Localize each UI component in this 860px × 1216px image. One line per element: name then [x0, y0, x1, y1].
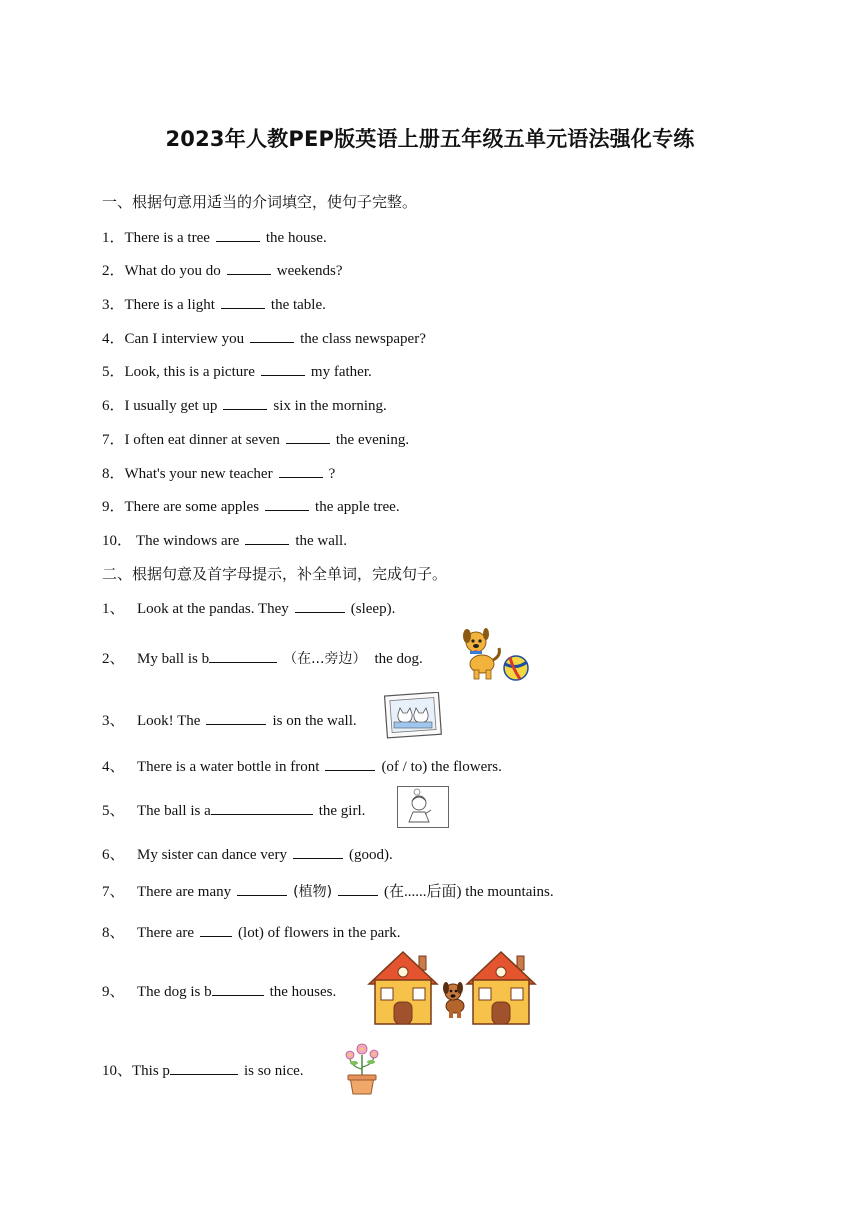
answer-blank[interactable]	[265, 497, 309, 511]
houses-with-dog-icon	[367, 950, 539, 1028]
answer-blank[interactable]	[295, 599, 345, 613]
answer-blank[interactable]	[221, 295, 265, 309]
answer-blank[interactable]	[237, 882, 287, 896]
cat-picture-icon	[384, 692, 444, 740]
list-item: 1、 Look at the pandas. They (sleep).	[102, 601, 396, 617]
list-item: 9、 The dog is b the houses.	[102, 984, 337, 1000]
answer-blank[interactable]	[206, 711, 266, 725]
part2-heading: 二、根据句意及首字母提示，补全单词，完成句子。	[102, 565, 448, 583]
list-item: 10． The windows are the wall.	[102, 533, 347, 549]
answer-blank[interactable]	[209, 649, 277, 663]
list-item: 2．What do you do weekends?	[102, 263, 343, 279]
girl-icon	[397, 786, 449, 828]
list-item: 7、 There are many (植物) (在......后面) the mountains.	[102, 884, 554, 900]
part1-heading: 一、根据句意用适当的介词填空，使句子完整。	[102, 193, 418, 211]
list-item: 2、 My ball is b （在...旁边） the dog.	[102, 651, 423, 667]
answer-blank[interactable]	[170, 1061, 238, 1075]
answer-blank[interactable]	[325, 757, 375, 771]
list-item: 8、 There are (lot) of flowers in the park.	[102, 925, 401, 941]
answer-blank[interactable]	[200, 923, 232, 937]
list-item: 10、This p is so nice.	[102, 1063, 304, 1079]
list-item: 6、 My sister can dance very (good).	[102, 847, 393, 863]
list-item: 9．There are some apples the apple tree.	[102, 499, 400, 515]
answer-blank[interactable]	[338, 882, 378, 896]
flower-pot-icon	[340, 1037, 384, 1097]
dog-with-ball-icon	[458, 624, 534, 684]
list-item: 4、 There is a water bottle in front (of / to) the flowers.	[102, 759, 502, 775]
list-item: 3、 Look! The is on the wall.	[102, 713, 357, 729]
answer-blank[interactable]	[212, 982, 264, 996]
answer-blank[interactable]	[250, 329, 294, 343]
page-title: 2023年人教PEP版英语上册五年级五单元语法强化专练	[165, 127, 695, 151]
answer-blank[interactable]	[216, 228, 260, 242]
list-item: 6．I usually get up six in the morning.	[102, 398, 387, 414]
answer-blank[interactable]	[211, 801, 313, 815]
answer-blank[interactable]	[286, 430, 330, 444]
list-item: 7．I often eat dinner at seven the evening.	[102, 432, 410, 448]
list-item: 5．Look, this is a picture my father.	[102, 364, 372, 380]
list-item: 1．There is a tree the house.	[102, 230, 327, 246]
list-item: 3．There is a light the table.	[102, 297, 326, 313]
answer-blank[interactable]	[245, 531, 289, 545]
answer-blank[interactable]	[279, 464, 323, 478]
answer-blank[interactable]	[261, 362, 305, 376]
list-item: 8．What's your new teacher ?	[102, 466, 336, 482]
answer-blank[interactable]	[223, 396, 267, 410]
answer-blank[interactable]	[227, 261, 271, 275]
list-item: 4．Can I interview you the class newspaper?	[102, 331, 426, 347]
list-item: 5、 The ball is a the girl.	[102, 803, 366, 819]
answer-blank[interactable]	[293, 845, 343, 859]
